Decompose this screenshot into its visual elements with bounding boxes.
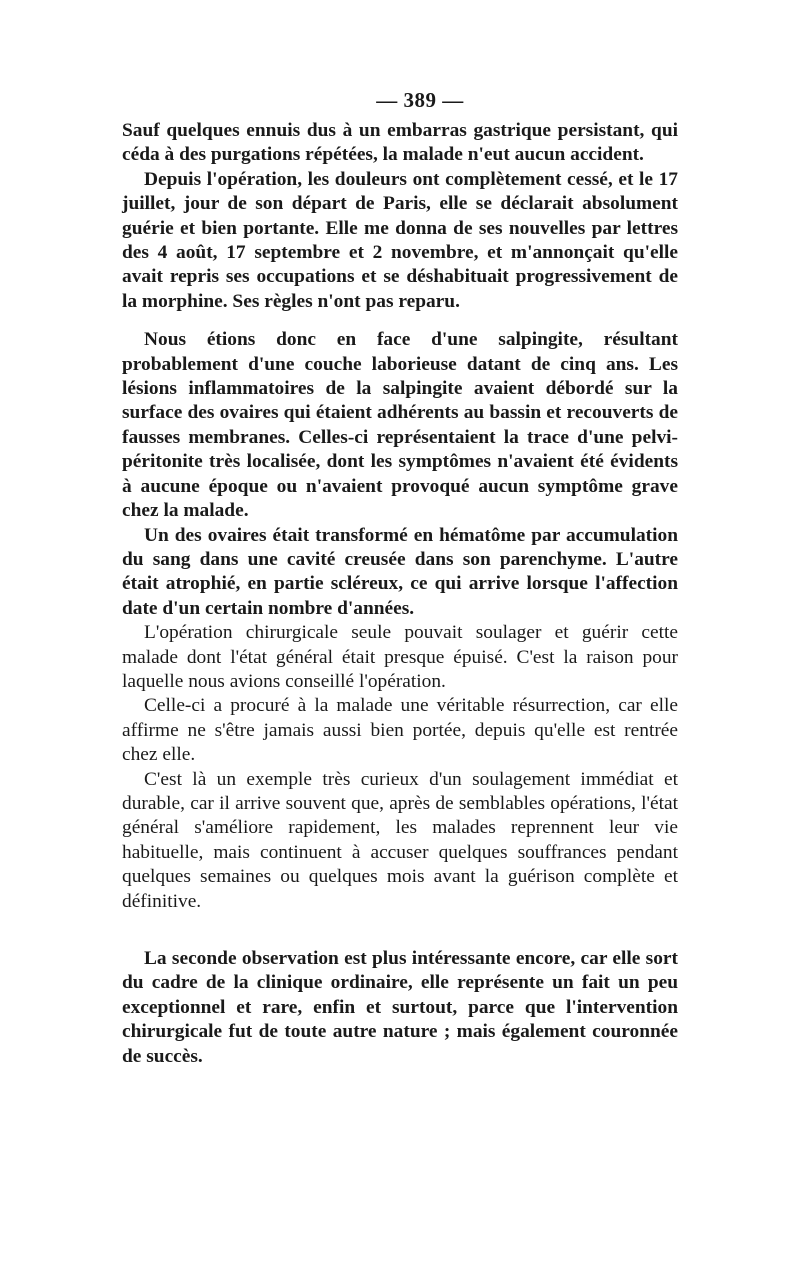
paragraph-1: Sauf quelques ennuis dus à un embarras gastrique persistant, qui céda à des purgations répétées, la malade n'eut aucun accident. (122, 120, 678, 166)
paragraph-8: La seconde observation est plus intéressante encore, car elle sort du cadre de la clinique ordinaire, elle représente un fait un peu exceptionnel et rare, enfin et surtout, parce que l'intervention chirurgicale fut de toute autre nature ; mais également couronnée de succès. (122, 948, 678, 1067)
paragraph-3: Nous étions donc en face d'une salpingite, résultant probablement d'une couche laborieuse datant de cinq ans. Les lésions inflammatoires de la salpingite avaient débordé sur la surface des ovaires qui étaient adhérents au bassin et recouverts de fausses membranes. Celles-ci représentaient la trace d'une pelvi-péritonite très localisée, dont les symptômes n'avaient été évidents à aucune époque ou n'avaient provoqué aucun symptôme grave chez la malade. (122, 329, 678, 522)
section-diagnosis (122, 328, 678, 621)
paragraph-4: Un des ovaires était transformé en hématôme par accumulation du sang dans une cavité creusée dans son parenchyme. L'autre était atrophié, en partie scléreux, ce qui arrive lorsque l'affection date d'un certain nombre d'années. (122, 524, 678, 619)
book-page (122, 88, 678, 1069)
section-second-observation (122, 947, 678, 1069)
paragraph-5: L'opération chirurgicale seule pouvait soulager et guérir cette malade dont l'état général était presque épuisé. C'est la raison pour laquelle nous avions conseillé l'opération. (122, 622, 678, 692)
section-recovery (122, 119, 678, 314)
section-outcome (122, 621, 678, 914)
page-number: — 389 — (376, 88, 464, 112)
paragraph-7: C'est là un exemple très curieux d'un soulagement immédiat et durable, car il arrive souvent que, après de semblables opérations, l'état général s'améliore rapidement, les malades reprennent leur vie habituelle, mais continuent à accuser quelques souffrances pendant quelques semaines ou quelques mois avant la guérison complète et définitive. (122, 768, 678, 912)
paragraph-2: Depuis l'opération, les douleurs ont complètement cessé, et le 17 juillet, jour de son départ de Paris, elle se déclarait absolument guérie et bien portante. Elle me donna de ses nouvelles par lettres des 4 août, 17 septembre et 2 novembre, et m'annonçait qu'elle avait repris ses occupations et se déshabituait progressivement de la morphine. Ses règles n'ont pas reparu. (122, 168, 678, 312)
paragraph-6: Celle-ci a procuré à la malade une véritable résurrection, car elle affirme ne s'être jamais aussi bien portée, depuis qu'elle est rentrée chez elle. (122, 695, 678, 766)
